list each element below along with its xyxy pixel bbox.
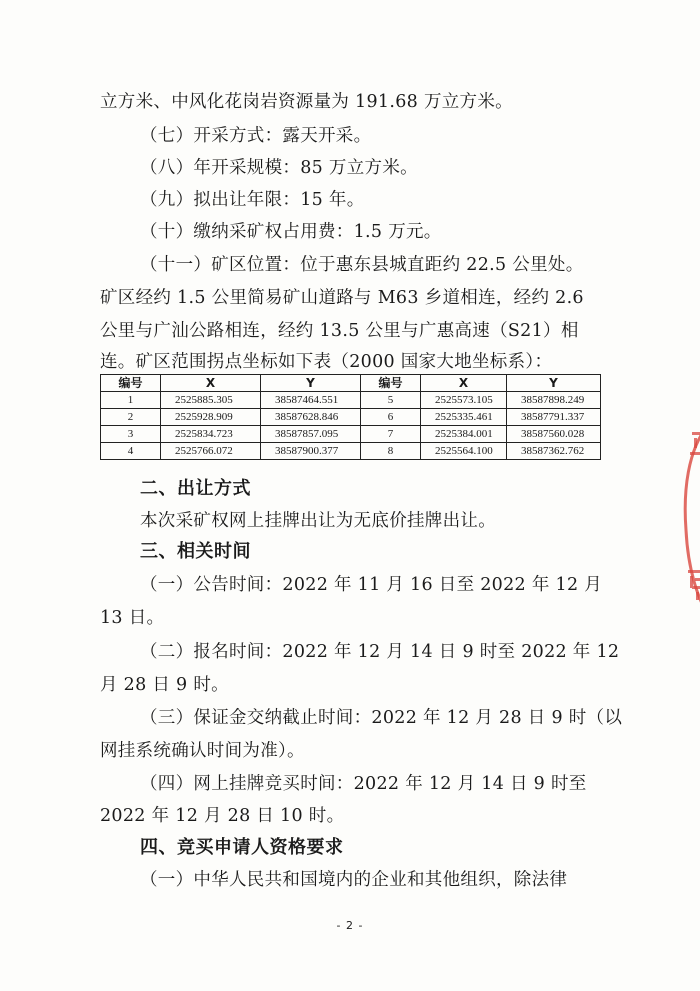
paragraph-announcement-time-line2: 13 日。 — [100, 608, 165, 628]
coordinate-table — [100, 374, 601, 460]
header-id: 编号 — [101, 375, 161, 392]
section-heading-bidder-qualification: 四、竞买申请人资格要求 — [140, 837, 344, 858]
paragraph-location-line4: 连。矿区范围拐点坐标如下表（2000 国家大地坐标系）： — [100, 352, 553, 372]
paragraph-registration-time-line2: 月 28 日 9 时。 — [100, 675, 229, 695]
header-y: Y — [261, 375, 361, 392]
cell-x: 2525573.105 — [421, 392, 507, 409]
paragraph-deposit-deadline-line2: 网挂系统确认时间为准）。 — [100, 741, 305, 761]
cell-y: 38587898.249 — [507, 392, 601, 409]
paragraph-mining-method: （七）开采方式：露天开采。 — [140, 126, 372, 146]
cell-x: 2525885.305 — [161, 392, 261, 409]
table-row — [101, 409, 601, 426]
paragraph-announcement-time-line1: （一）公告时间：2022 年 11 月 16 日至 2022 年 12 月 — [140, 575, 603, 595]
paragraph-bidding-time-line2: 2022 年 12 月 28 日 10 时。 — [100, 806, 345, 826]
cell-x: 2525834.723 — [161, 426, 261, 443]
cell-id: 6 — [361, 409, 421, 426]
cell-y: 38587362.762 — [507, 443, 601, 460]
paragraph-registration-time-line1: （二）报名时间：2022 年 12 月 14 日 9 时至 2022 年 12 — [140, 642, 620, 662]
cell-id: 5 — [361, 392, 421, 409]
header-y: Y — [507, 375, 601, 392]
cell-id: 3 — [101, 426, 161, 443]
paragraph-deposit-deadline-line1: （三）保证金交纳截止时间：2022 年 12 月 28 日 9 时（以 — [140, 708, 623, 728]
red-seal-stamp-icon — [668, 420, 700, 620]
table-row — [101, 392, 601, 409]
cell-id: 2 — [101, 409, 161, 426]
cell-y: 38587560.028 — [507, 426, 601, 443]
section-heading-transfer-method: 二、出让方式 — [140, 478, 251, 499]
paragraph-annual-scale: （八）年开采规模：85 万立方米。 — [140, 158, 418, 178]
paragraph-qualification-line1: （一）中华人民共和国境内的企业和其他组织，除法律 — [140, 870, 568, 890]
cell-id: 4 — [101, 443, 161, 460]
cell-y: 38587857.095 — [261, 426, 361, 443]
cell-y: 38587900.377 — [261, 443, 361, 460]
cell-id: 7 — [361, 426, 421, 443]
paragraph-location-line2: 矿区经约 1.5 公里简易矿山道路与 M63 乡道相连，经约 2.6 — [100, 288, 584, 308]
cell-x: 2525335.461 — [421, 409, 507, 426]
paragraph-location-line3: 公里与广汕公路相连，经约 13.5 公里与广惠高速（S21）相 — [100, 321, 579, 341]
paragraph-term: （九）拟出让年限：15 年。 — [140, 190, 365, 210]
table-header-row — [101, 375, 601, 392]
paragraph-occupation-fee: （十）缴纳采矿权占用费：1.5 万元。 — [140, 222, 442, 242]
cell-x: 2525564.100 — [421, 443, 507, 460]
cell-id: 1 — [101, 392, 161, 409]
cell-y: 38587464.551 — [261, 392, 361, 409]
cell-x: 2525766.072 — [161, 443, 261, 460]
cell-id: 8 — [361, 443, 421, 460]
table-row — [101, 443, 601, 460]
paragraph-location-line1: （十一）矿区位置：位于惠东县城直距约 22.5 公里处。 — [140, 255, 584, 275]
paragraph-transfer-method: 本次采矿权网上挂牌出让为无底价挂牌出让。 — [140, 511, 496, 531]
header-x: X — [161, 375, 261, 392]
section-heading-related-time: 三、相关时间 — [140, 541, 251, 562]
paragraph-resource-end: 立方米、中风化花岗岩资源量为 191.68 万立方米。 — [100, 92, 513, 112]
table-row — [101, 426, 601, 443]
page-number: - 2 - — [336, 919, 364, 932]
cell-x: 2525384.001 — [421, 426, 507, 443]
cell-x: 2525928.909 — [161, 409, 261, 426]
cell-y: 38587628.846 — [261, 409, 361, 426]
paragraph-bidding-time-line1: （四）网上挂牌竞买时间：2022 年 12 月 14 日 9 时至 — [140, 774, 587, 794]
header-id: 编号 — [361, 375, 421, 392]
header-x: X — [421, 375, 507, 392]
cell-y: 38587791.337 — [507, 409, 601, 426]
